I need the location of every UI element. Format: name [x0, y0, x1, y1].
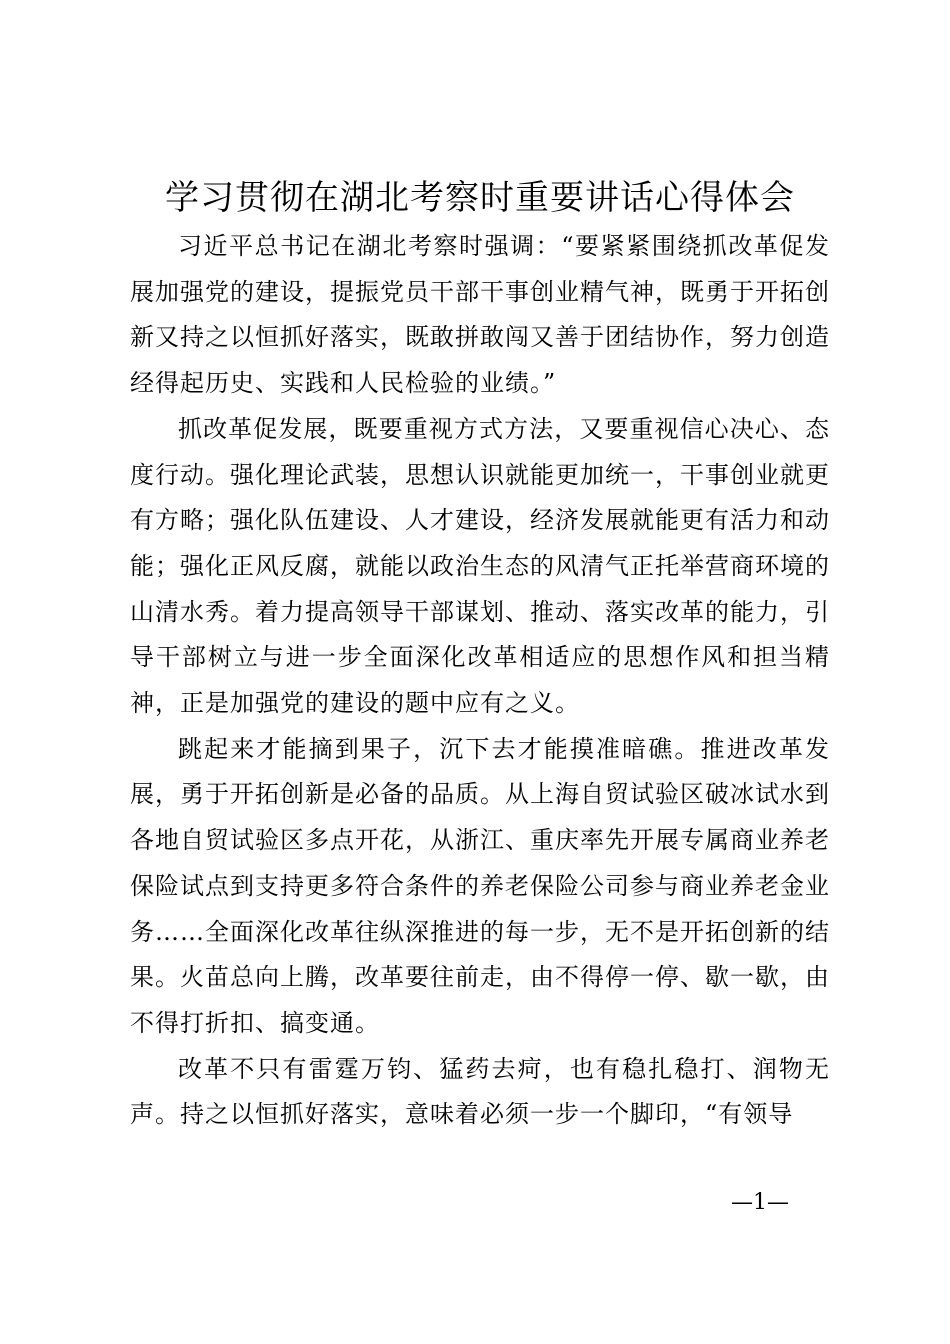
- paragraph-2: 抓改革促发展，既要重视方式方法，又要重视信心决心、态度行动。强化理论武装，思想认识就能更加统一，干事创业就更有方略；强化队伍建设、人才建设，经济发展就能更有活力和动能；强化正风反腐，就能以政治生态的风清气正托举营商环境的山清水秀。着力提高领导干部谋划、推动、落实改革的能力，引导干部树立与进一步全面深化改革相适应的思想作风和担当精神，正是加强党的建设的题中应有之义。: [130, 414, 830, 718]
- document-body: [130, 224, 830, 1138]
- paragraph-1: 习近平总书记在湖北考察时强调：“要紧紧围绕抓改革促发展加强党的建设，提振党员干部干事创业精气神，既勇于开拓创新又持之以恒抓好落实，既敢拼敢闯又善于团结协作，努力创造经得起历史、实践和人民检验的业绩。”: [130, 232, 830, 398]
- document-title: 学习贯彻在湖北考察时重要讲话心得体会: [165, 178, 795, 218]
- page-number: —1—: [731, 1190, 789, 1215]
- paragraph-4: 改革不只有雷霆万钧、猛药去疴，也有稳扎稳打、润物无声。持之以恒抓好落实，意味着必须一步一个脚印，“有领导: [130, 1054, 830, 1129]
- paragraph-3: 跳起来才能摘到果子，沉下去才能摸准暗礁。推进改革发展，勇于开拓创新是必备的品质。从上海自贸试验区破冰试水到各地自贸试验区多点开花，从浙江、重庆率先开展专属商业养老保险试点到支持更多符合条件的养老保险公司参与商业养老金业务……全面深化改革往纵深推进的每一步，无不是开拓创新的结果。火苗总向上腾，改革要往前走，由不得停一停、歇一歇，由不得打折扣、搞变通。: [130, 734, 830, 1037]
